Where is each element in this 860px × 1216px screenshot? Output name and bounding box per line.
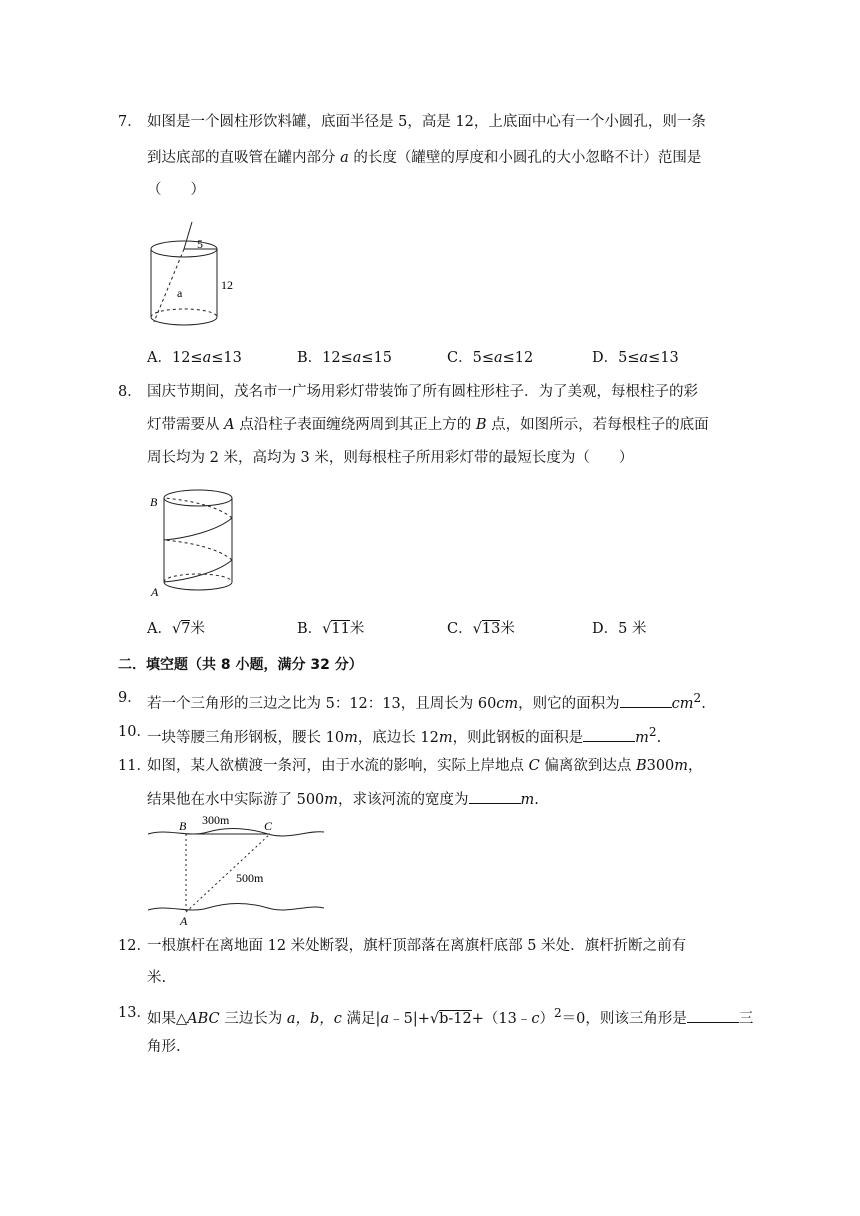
q8-line1: 国庆节期间，茂名市一广场用彩灯带装饰了所有圆柱形柱子．为了美观，每根柱子的彩 [147,384,698,400]
answer-blank[interactable] [687,1008,739,1023]
q12-line2: 米. [147,970,167,986]
sqrt-sign: √7 [171,621,191,637]
q11-river-figure [148,812,328,928]
q8-option-c[interactable]: C．√13米 [447,621,515,637]
q11-line2: 结果他在水中实际游了 500m，求该河流的宽度为 m. [147,789,539,810]
q8-bottom-label: A [151,585,159,599]
sqrt-sign: √11 [322,621,350,637]
q13-number: 13． [118,1005,151,1021]
q13-line2: 角形. [147,1039,181,1055]
q8-number: 8． [118,384,142,400]
answer-blank[interactable] [620,693,672,708]
q8-line2: 灯带需要从 A 点沿柱子表面缠绕两周到其正上方的 B 点，如图所示，若每根柱子的底面 [147,417,709,433]
q7-number: 7． [118,114,142,130]
q8-option-b[interactable]: B．√11米 [297,621,365,637]
sqrt-sign: √13 [472,621,501,637]
answer-blank[interactable] [583,727,635,742]
q8-pillar-figure [148,484,248,602]
q7-option-d[interactable]: D．5≤a≤13 [592,350,679,366]
q11-point-b: B [179,819,187,833]
q8-option-d[interactable]: D．5 米 [592,621,647,637]
q7-line2: 到达底部的直吸管在罐内部分 a 的长度（罐壁的厚度和小圆孔的大小忽略不计）范围是 [147,150,702,166]
q9-text: 若一个三角形的三边之比为 5：12：13，且周长为 60cm，则它的面积为 $cm^2$. [147,691,706,712]
q8-option-a[interactable]: A．√7米 [147,621,205,637]
q12-line1: 一根旗杆在离地面 12 米处断裂，旗杆顶部落在离旗杆底部 5 米处．旗杆折断之前有 [147,938,687,954]
q11-line1: 如图，某人欲横渡一条河，由于水流的影响，实际上岸地点 C 偏离欲到达点 B300m， [147,758,703,774]
q8-line3: 周长均为 2 米，高均为 3 米，则每根柱子所用彩灯带的最短长度为（ ） [147,450,634,466]
q7-straw-label: a [177,286,183,300]
section-heading: 二．填空题（共 8 小题，满分 32 分） [118,657,363,673]
q11-point-c: C [264,819,273,833]
q10-number: 10． [118,724,151,740]
q11-point-a: A [180,914,188,928]
q11-bc-label: 300m [202,813,230,827]
q13-line1: 如果△ABC 三边长为 a，b，c 满足|a﹣5|+√b-12+（13﹣c）$^2$＝0，则该三角形是 三 [147,1006,754,1027]
q8-top-label: B [150,495,158,509]
q11-number: 11． [118,758,151,774]
q11-ac-label: 500m [236,871,264,885]
q7-line1: 如图是一个圆柱形饮料罐，底面半径是 5，高是 12，上底面中心有一个小圆孔，则一条 [147,114,706,130]
q7-option-b[interactable]: B．12≤a≤15 [297,350,393,366]
q9-number: 9． [118,690,142,706]
q7-option-a[interactable]: A．12≤a≤13 [147,350,242,366]
q7-line3: （ ） [147,182,205,198]
q7-radius-label: 5 [197,237,203,251]
q7-cylinder-figure [140,208,250,333]
answer-blank[interactable] [469,789,521,804]
q7-height-label: 12 [221,278,233,292]
q10-text: 一块等腰三角形钢板，腰长 10m，底边长 12m，则此钢板的面积是 $m^2$. [147,725,662,746]
sqrt-sign: √b-12 [429,1010,472,1027]
q12-number: 12． [118,938,151,954]
q7-option-c[interactable]: C．5≤a≤12 [447,350,534,366]
